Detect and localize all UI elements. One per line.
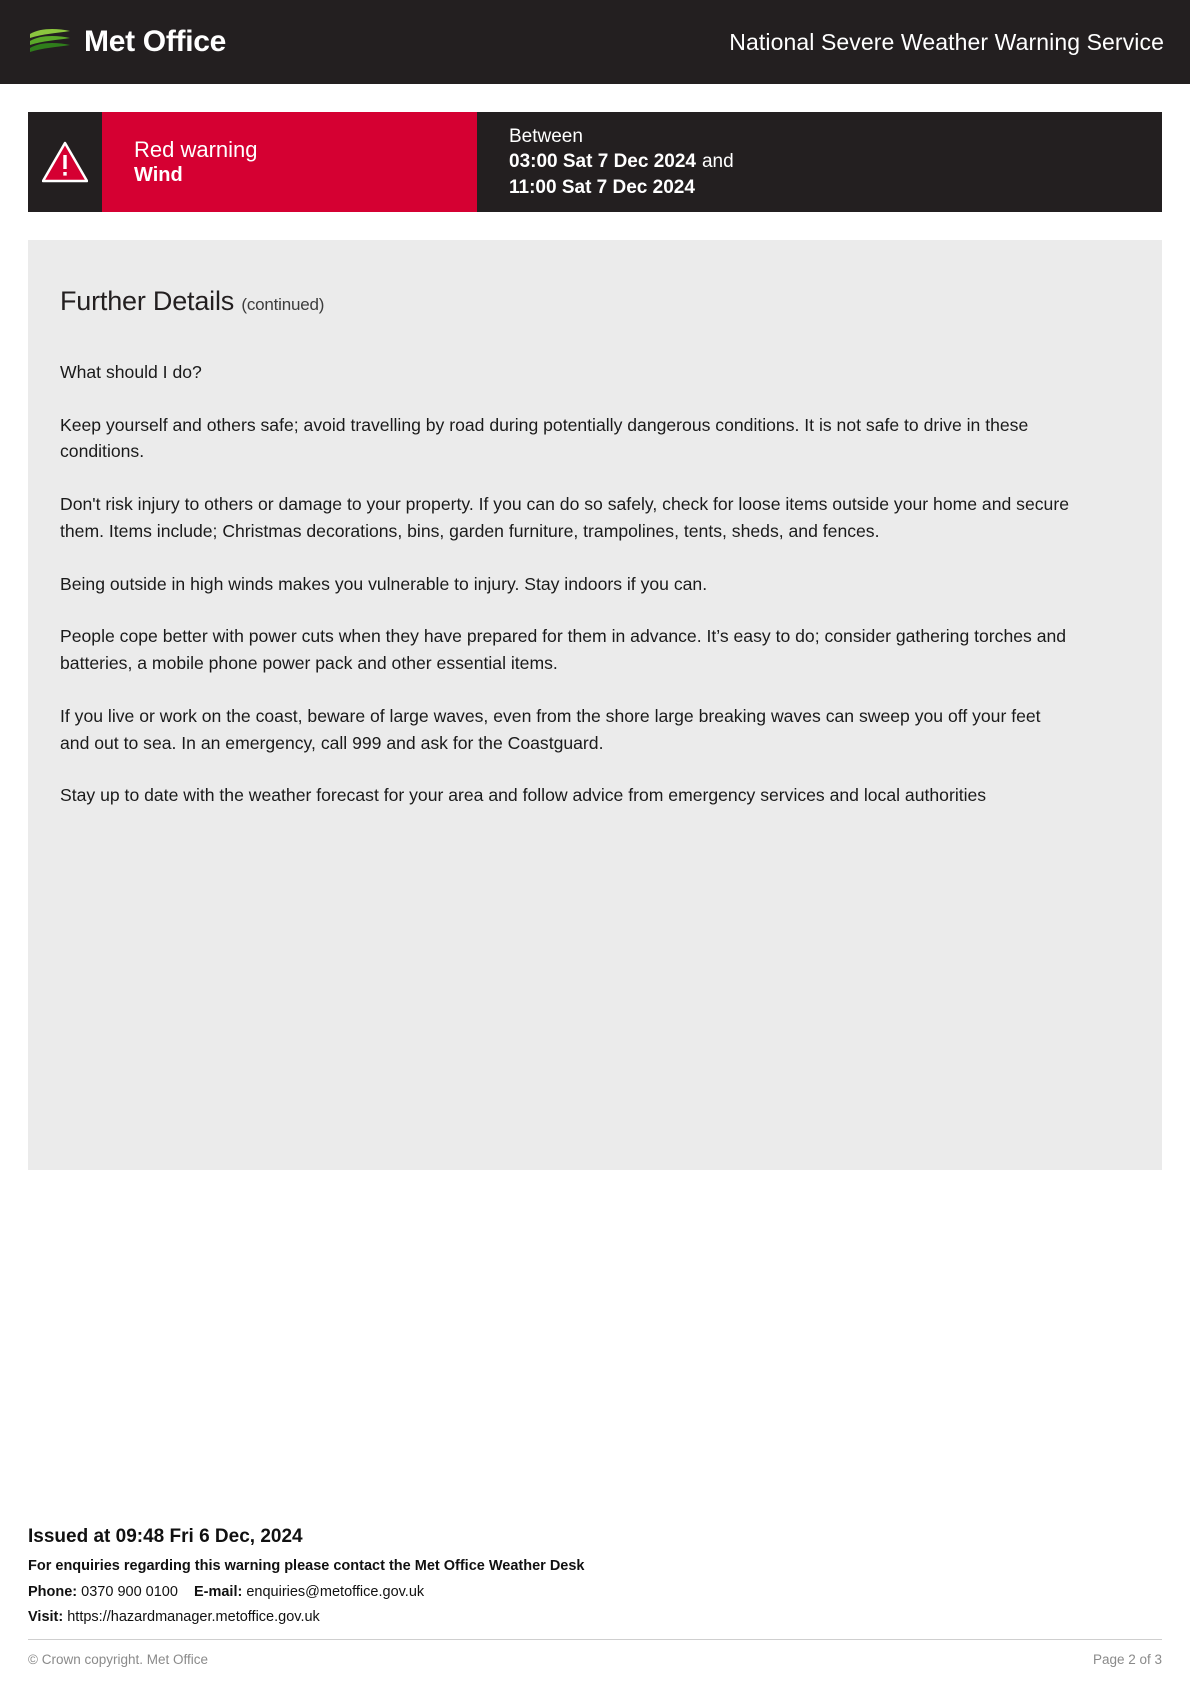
page-body (0, 84, 1190, 1170)
brand-name: Met Office (84, 25, 227, 58)
warning-time-cell (477, 112, 1162, 212)
further-details-heading-text: Further Details (60, 286, 235, 316)
details-paragraph: What should I do? (60, 362, 202, 382)
further-details-heading-suffix: (continued) (241, 295, 325, 314)
warning-level-label: Red warning (134, 136, 258, 162)
warning-banner (28, 112, 1162, 212)
email-value[interactable]: enquiries@metoffice.gov.uk (246, 1584, 425, 1600)
visit-url[interactable]: https://hazardmanager.metoffice.gov.uk (67, 1609, 320, 1625)
warning-hazard-type: Wind (134, 164, 183, 187)
copyright-text: © Crown copyright. Met Office (28, 1652, 209, 1667)
further-details-heading (60, 286, 1130, 317)
details-paragraph: Don't risk injury to others or damage to your property. If you can do so safely, check for loose items outside your home and secure them. Items include; Christmas decorations, bins, garden furniture, trampolines, tents, sheds, and fences. (60, 494, 1069, 541)
phone-value: 0370 900 0100 (81, 1584, 178, 1600)
contact-phone-email (28, 1584, 1162, 1600)
details-paragraph: People cope better with power cuts when they have prepared for them in advance. It’s easy to do; consider gathering torches and batteries, a mobile phone power pack and other essential items. (60, 626, 1067, 674)
warning-start-time-row (509, 149, 1162, 175)
brand (28, 25, 226, 59)
service-title: National Severe Weather Warning Service (729, 28, 1164, 55)
warning-triangle-icon (42, 141, 88, 183)
visit-label: Visit: (28, 1609, 64, 1625)
contact-visit (28, 1609, 1162, 1625)
issued-at: Issued at 09:48 Fri 6 Dec, 2024 (28, 1526, 303, 1547)
footer-meta-row (28, 1639, 1162, 1683)
warning-icon-cell (28, 112, 102, 212)
page-number: Page 2 of 3 (1092, 1652, 1162, 1667)
warning-start-time: 03:00 Sat 7 Dec 2024 (509, 151, 696, 173)
email-label: E-mail: (193, 1584, 243, 1600)
page-footer (28, 1526, 1162, 1683)
details-paragraph: If you live or work on the coast, beware of large waves, even from the shore large breaking waves can sweep you off your feet and out to sea. In an emergency, call 999 and ask for the Coastguard. (60, 705, 1041, 753)
details-paragraph: Stay up to date with the weather forecast for your area and follow advice from emergency services and local authorities (60, 785, 987, 806)
phone-label: Phone: (28, 1584, 78, 1600)
warning-end-time: 11:00 Sat 7 Dec 2024 (509, 176, 695, 198)
warning-between-label: Between (509, 125, 583, 147)
page-header (0, 0, 1190, 84)
further-details-panel (28, 240, 1162, 1170)
warning-level-cell (102, 112, 477, 212)
enquiries-note: For enquiries regarding this warning please contact the Met Office Weather Desk (28, 1558, 585, 1574)
details-paragraph: Being outside in high winds makes you vulnerable to injury. Stay indoors if you can. (60, 573, 708, 594)
met-office-swoosh-logo-icon (28, 27, 74, 57)
details-paragraph: Keep yourself and others safe; avoid travelling by road during potentially dangerous conditions. It is not safe to drive in these conditions. (60, 414, 1029, 462)
warning-time-conjunction: and (701, 151, 734, 173)
